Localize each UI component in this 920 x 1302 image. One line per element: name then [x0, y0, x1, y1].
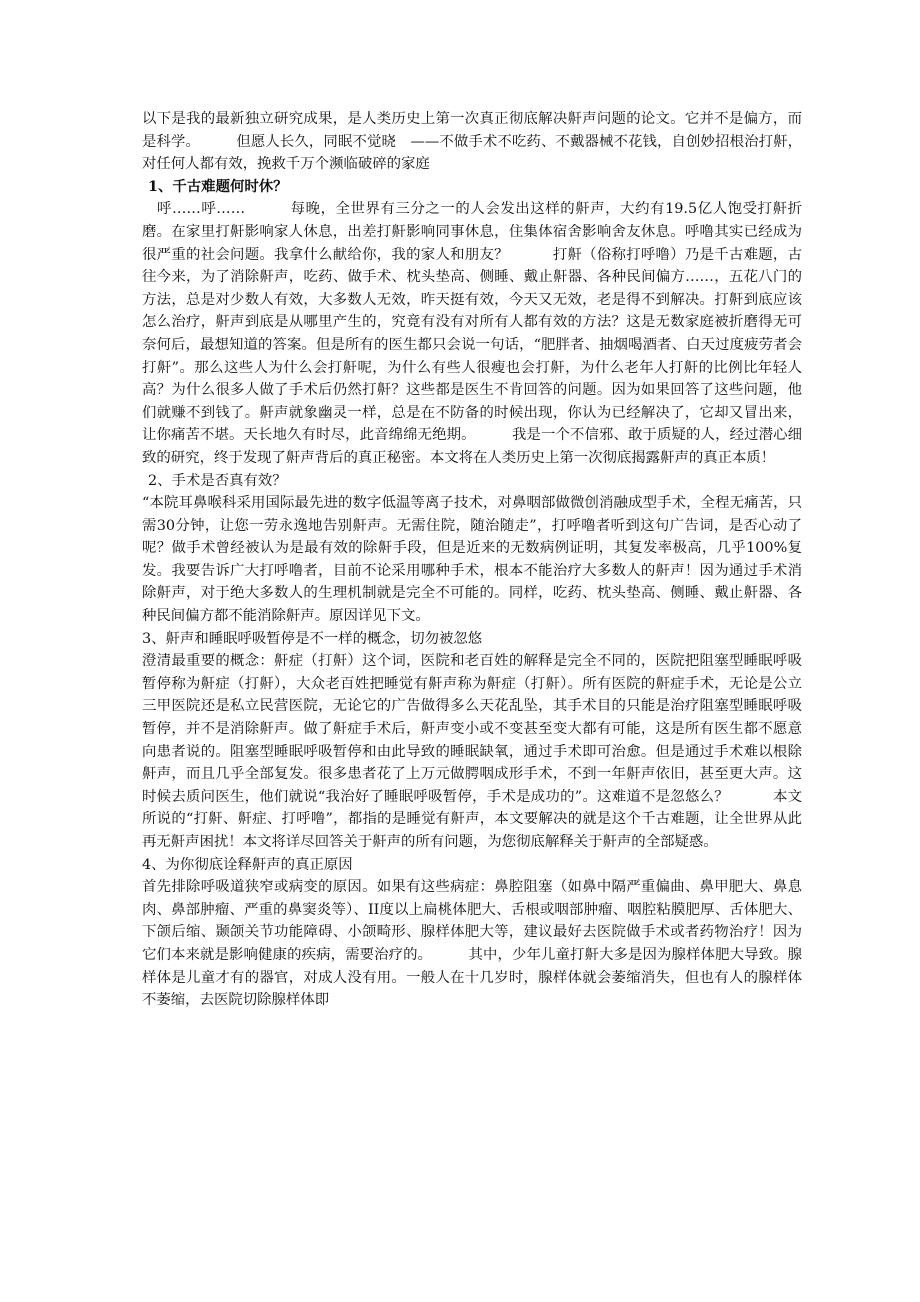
section-4-body: 首先排除呼吸道狭窄或病变的原因。如果有这些病症：鼻腔阻塞（如鼻中隔严重偏曲、鼻甲肥大、鼻息肉、鼻部肿瘤、严重的鼻窦炎等）、II度以上扁桃体肥大、舌根或咽部肿瘤、咽腔粘膜肥厚、舌体肥大、下颌后缩、颞颌关节功能障碍、小颌畸形、腺样体肥大等，建议最好去医院做手术或者药物治疗！因为它们本来就是影响健康的疾病，需要治疗的。 其中，少年儿童打鼾大多是因为腺样体肥大导致。腺样体是儿童才有的器官，对成人没有用。一般人在十几岁时，腺样体就会萎缩消失，但也有人的腺样体不萎缩，去医院切除腺样体即: [142, 879, 802, 1009]
section-1-heading: 1、千古难题何时休？: [148, 177, 288, 195]
document-page: [142, 108, 802, 1012]
section-1-body: 呼……呼…… 每晚，全世界有三分之一的人会发出这样的鼾声，大约有19.5亿人饱受打鼾折磨。在家里打鼾影响家人休息，出差打鼾影响同事休息，住集体宿舍影响舍友休息。呼噜其实已经成为很严重的社会问题。我拿什么献给你，我的家人和朋友？ 打鼾（俗称打呼噜）乃是千古难题，古往今来，为了消除鼾声，吃药、做手术、枕头垫高、侧睡、戴止鼾器、各种民间偏方……，五花八门的方法，总是对少数人有效，大多数人无效，昨天挺有效，今天又无效，老是得不到解决。打鼾到底应该怎么治疗，鼾声到底是从哪里产生的，究竟有没有对所有人都有效的方法？这是无数家庭被折磨得无可奈何后，最想知道的答案。但是所有的医生都只会说一句话，“肥胖者、抽烟喝酒者、白天过度疲劳者会打鼾”。那么这些人为什么会打鼾呢，为什么有些人很瘦也会打鼾，为什么老年人打鼾的比例比年轻人高？为什么很多人做了手术后仍然打鼾？这些都是医生不肯回答的问题。因为如果回答了这些问题，他们就赚不到钱了。鼾声就象幽灵一样，总是在不防备的时候出现，你认为已经解决了，它却又冒出来，让你痛苦不堪。天长地久有时尽，此音绵绵无绝期。 我是一个不信邪、敢于质疑的人，经过潜心细致的研究，终于发现了鼾声背后的真正秘密。本文将在人类历史上第一次彻底揭露鼾声的真正本质！: [142, 201, 802, 466]
section-2-body: “本院耳鼻喉科采用国际最先进的数字低温等离子技术，对鼻咽部做微创消融成型手术，全程无痛苦，只需30分钟，让您一劳永逸地告别鼾声。无需住院，随治随走”，打呼噜者听到这句广告词，是否心动了呢？做手术曾经被认为是最有效的除鼾手段，但是近来的无数病例证明，其复发率极高，几乎100%复发。我要告诉广大打呼噜者，目前不论采用哪种手术，根本不能治疗大多数人的鼾声！因为通过手术消除鼾声，对于绝大多数人的生理机制就是完全不可能的。同样，吃药、枕头垫高、侧睡、戴止鼾器、各种民间偏方都不能消除鼾声。原因详见下文。: [142, 495, 802, 625]
section-3-body: 澄清最重要的概念：鼾症（打鼾）这个词，医院和老百姓的解释是完全不同的，医院把阻塞型睡眠呼吸暂停称为鼾症（打鼾），大众老百姓把睡觉有鼾声称为鼾症（打鼾）。所有医院的鼾症手术，无论是公立三甲医院还是私立民营医院，无论它的广告做得多么天花乱坠，其手术目的只能是治疗阻塞型睡眠呼吸暂停，并不是消除鼾声。做了鼾症手术后，鼾声变小或不变甚至变大都有可能，这是所有医生都不愿意向患者说的。阻塞型睡眠呼吸暂停和由此导致的睡眠缺氧，通过手术即可治愈。但是通过手术难以根除鼾声，而且几乎全部复发。很多患者花了上万元做腭咽成形手术，不到一年鼾声依旧，甚至更大声。这时候去质问医生，他们就说“我治好了睡眠呼吸暂停，手术是成功的”。这难道不是忽悠么？ 本文所说的“打鼾、鼾症、打呼噜”，都指的是睡觉有鼾声，本文要解决的就是这个千古难题，让全世界从此再无鼾声困扰！本文将详尽回答关于鼾声的所有问题，为您彻底解释关于鼾声的全部疑惑。: [142, 653, 802, 850]
intro-paragraph: 以下是我的最新独立研究成果，是人类历史上第一次真正彻底解决鼾声问题的论文。它并不是偏方，而是科学。 但愿人长久，同眠不觉晓 ——不做手术不吃药、不戴器械不花钱，自创妙招根治打鼾，对任何人都有效，挽救千万个濒临破碎的家庭: [142, 111, 802, 173]
section-3-heading: 3、鼾声和睡眠呼吸暂停是不一样的概念，切勿被忽悠: [142, 630, 483, 647]
section-2-heading: 2、手术是否真有效？: [148, 472, 287, 489]
section-4-heading: 4、为你彻底诠释鼾声的真正原因: [142, 856, 353, 873]
